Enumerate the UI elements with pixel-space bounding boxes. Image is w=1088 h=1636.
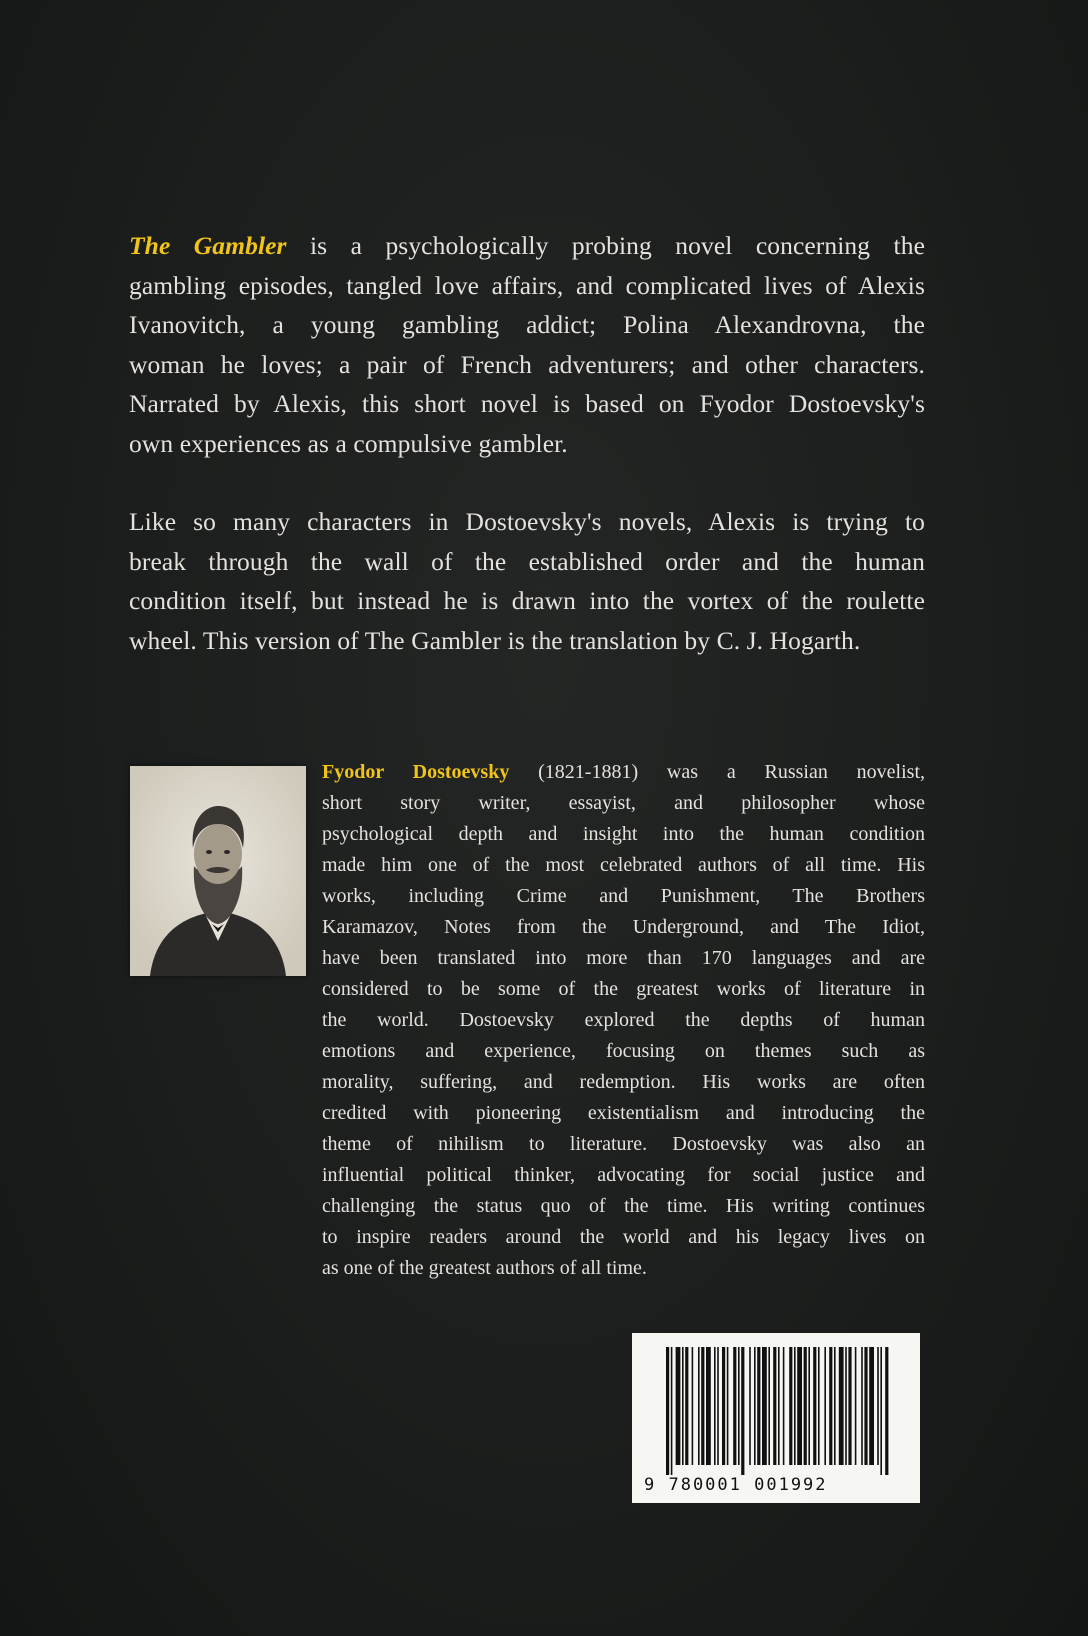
blurb-2-line-3: wheel. This version of The Gambler is the translation by C. J. Hogarth. [129,625,861,655]
bio-line-9: emotions and experience, focusing on themes such as [322,1040,925,1062]
bio-line-10: morality, suffering, and redemption. His works are often [322,1071,925,1093]
barcode-bar [813,1347,816,1465]
barcode-bar [727,1347,729,1465]
bio-line-8: the world. Dostoevsky explored the depths of human [322,1009,925,1031]
barcode-bar [834,1347,836,1465]
barcode-bar [794,1347,796,1465]
barcode-bar [877,1347,879,1465]
barcode-bar [869,1347,874,1465]
barcode-bar [682,1347,684,1465]
barcode-bar [824,1347,826,1465]
bio-line-6: have been translated into more than 170 languages and are [322,947,925,969]
barcode-bar [685,1347,688,1465]
blurb-1-line-5: own experiences as a compulsive gambler. [129,428,568,458]
barcode-bar [778,1347,780,1465]
bio-line-4: works, including Crime and Punishment, The Brothers [322,885,925,907]
barcode-bar [845,1347,847,1465]
bio-line-14: challenging the status quo of the time. His writing continues [322,1195,925,1217]
barcode-bar [829,1347,832,1465]
barcode-bar [848,1347,851,1465]
blurb-2-line-2: condition itself, but instead he is drawn into the vortex of the roulette [129,586,925,615]
blurb-1-line-3: woman he loves; a pair of French adventurers; and other characters. [129,349,925,379]
barcode-bar [706,1347,711,1465]
blurb-1-line-1: gambling episodes, tangled love affairs, and complicated lives of Alexis [129,270,925,300]
barcode-bar [864,1347,867,1465]
barcode-digits: 9 780001 001992 [644,1475,828,1495]
barcode-bar [738,1347,740,1465]
blurb-paragraph-1 [129,226,925,463]
isbn-barcode [632,1333,920,1503]
barcode-bar [733,1347,736,1465]
bio-line-3: made him one of the most celebrated authors of all time. His [322,854,925,876]
barcode-bar [789,1347,792,1465]
book-title: The Gambler [129,231,287,260]
bio-line-1: short story writer, essayist, and philosopher whose [322,792,925,814]
barcode-bar [861,1347,863,1465]
barcode-bar [754,1347,756,1465]
author-name: Fyodor Dostoevsky [322,761,510,783]
barcode-bar [749,1347,751,1465]
bio-line-2: psychological depth and insight into the human condition [322,823,925,845]
barcode-bar [666,1347,669,1475]
blurb-2-line-1: break through the wall of the established order and the human [129,546,925,576]
barcode-bar [722,1347,725,1465]
barcode-bar [757,1347,760,1465]
barcode-bar [880,1347,882,1475]
barcode-bar [855,1347,857,1465]
barcode-bar [783,1347,785,1465]
barcode-bar [808,1347,810,1465]
barcode-bar [741,1347,744,1475]
bio-line-5: Karamazov, Notes from the Underground, and The Idiot, [322,916,925,938]
blurb-1-line-0: The Gambler is a psychologically probing novel concerning the [129,231,925,260]
author-portrait-illustration [130,766,306,976]
blurb-1-line-2: Ivanovitch, a young gambling addict; Polina Alexandrovna, the [129,310,925,339]
author-portrait [130,766,306,976]
barcode-bar [714,1347,716,1465]
barcode-bar [717,1347,719,1465]
barcode-bar [671,1347,673,1475]
barcode-bar [885,1347,888,1475]
barcode-bar [701,1347,704,1465]
barcode-bar [797,1347,802,1465]
blurb-paragraph-2 [129,502,925,660]
bio-line-7: considered to be some of the greatest works of literature in [322,978,925,1000]
bio-line-13: influential political thinker, advocating for social justice and [322,1164,925,1186]
bio-line-16: as one of the greatest authors of all time. [322,1257,647,1279]
barcode-bar [773,1347,776,1465]
barcode-bar [692,1347,694,1465]
bio-line-15: to inspire readers around the world and his legacy lives on [322,1226,925,1248]
bio-line-0: Fyodor Dostoevsky (1821-1881) was a Russian novelist, [322,761,925,783]
barcode-bar [768,1347,770,1465]
barcode-bar [698,1347,700,1465]
barcode-bar [839,1347,844,1465]
bio-line-12: theme of nihilism to literature. Dostoevsky was also an [322,1133,925,1155]
author-bio [322,757,925,1284]
blurb-2-line-0: Like so many characters in Dostoevsky's novels, Alexis is trying to [129,507,925,536]
bio-line-11: credited with pioneering existentialism and introducing the [322,1102,925,1124]
blurb-1-line-4: Narrated by Alexis, this short novel is based on Fyodor Dostoevsky's [129,389,925,418]
barcode-bar [762,1347,767,1465]
barcode-bar [818,1347,820,1465]
barcode-bar [804,1347,807,1465]
barcode-bar [676,1347,681,1465]
